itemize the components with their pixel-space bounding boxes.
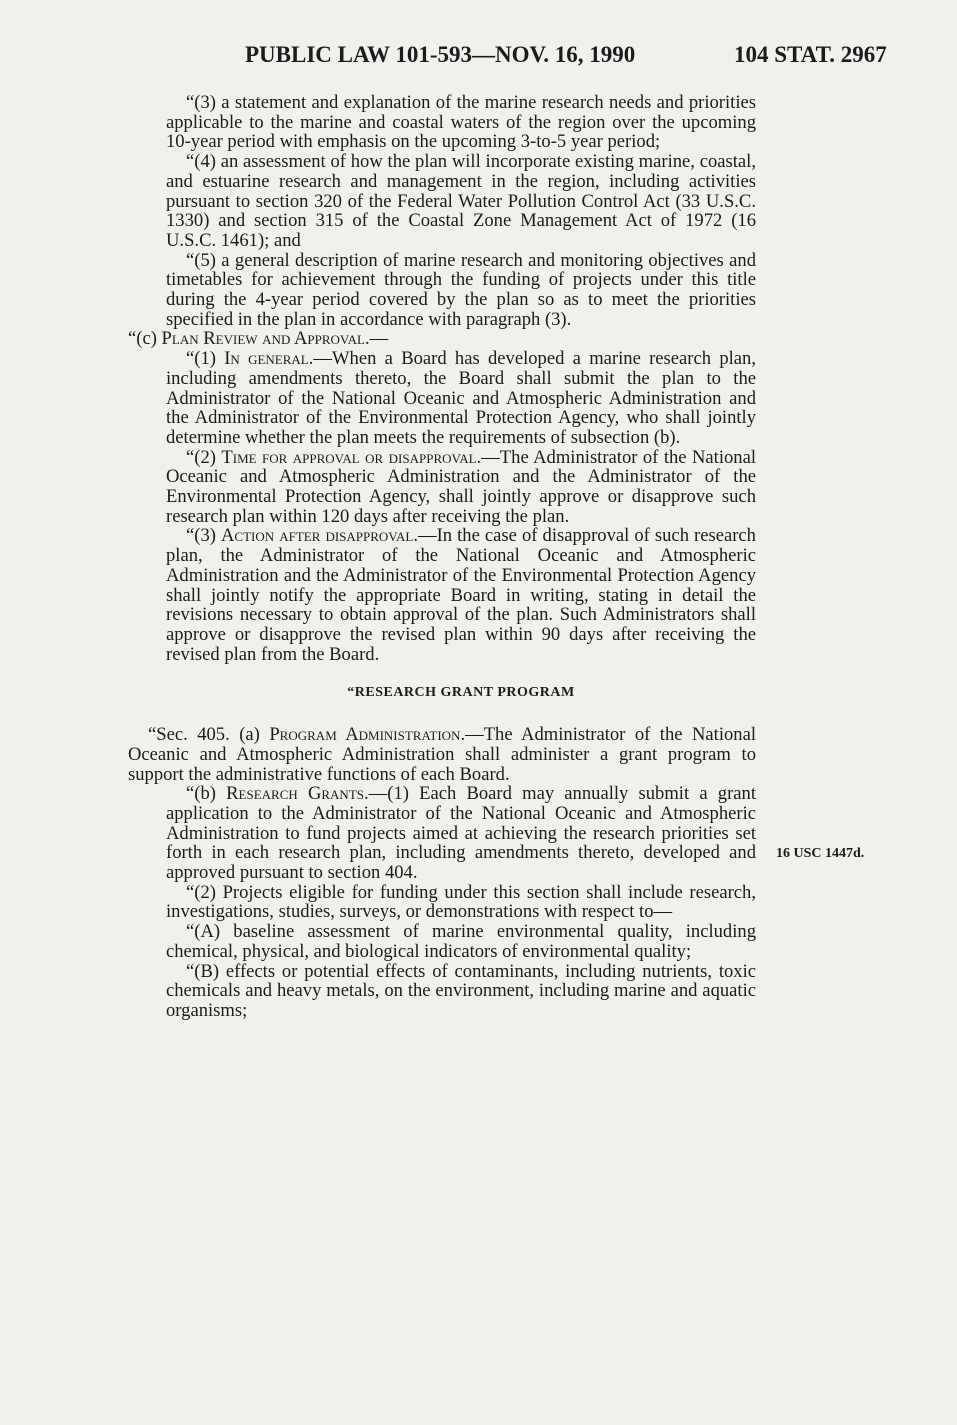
subsection-c2: “(2) Time for approval or disapproval.—The Administrator of the National Oceanic and Atmospheric Administration and the Administrator of the Environmental Protection Agency, shall jointly approve or disapprove such research plan within 120 days after receiving the plan. [166, 446, 756, 527]
paragraph-5: “(5) a general description of marine research and monitoring objectives and timetables for achievement through the funding of projects under this title during the 4-year period covered by the plan so as to meet the priorities specified in the plan in accordance with paragraph (3). [166, 249, 756, 330]
section-heading: “RESEARCH GRANT PROGRAM [347, 685, 575, 701]
subsection-c-heading: “(c) Plan Review and Approval.— [128, 328, 389, 350]
subsection-b1: “(b) Research Grants.—(1) Each Board may annually submit a grant application to the Administrator of the National Oceanic and Atmospheric Administration to fund projects aimed at achieving the research priorities set forth in each research plan, including amendments thereto, developed and approved pursuant to section 404. [166, 783, 756, 884]
paragraph-4: “(4) an assessment of how the plan will incorporate existing marine, coastal, and estuarine research and management in the region, including activities pursuant to section 320 of the Federal Water Pollution Control Act (33 U.S.C. 1330) and section 315 of the Coastal Zone Management Act of 1972 (16 U.S.C. 1461); and [166, 151, 756, 251]
section-405a: “Sec. 405. (a) Program Administration.—The Administrator of the National Oceanic and Atmospheric Administration shall administer a grant program to support the administrative functions of each Board. [128, 724, 757, 785]
subsection-c3: “(3) Action after disapproval.—In the case of disapproval of such research plan, the Administrator of the National Oceanic and Atmospheric Administration and the Administrator of the Environmental Protection Agency shall jointly notify the appropriate Board in writing, stating in detail the revisions necessary to obtain approval of the plan. Such Administrators shall approve or disapprove the revised plan within 90 days after receiving the revised plan from the Board. [166, 525, 756, 665]
subparagraph-a: “(A) baseline assessment of marine environmental quality, including chemical, physical, and biological indicators of environmental quality; [166, 921, 756, 962]
subparagraph-b: “(B) effects or potential effects of contaminants, including nutrients, toxic chemicals and heavy metals, on the environment, including marine and aquatic organisms; [166, 960, 756, 1021]
margin-citation: 16 USC 1447d. [776, 846, 865, 861]
stat-page-number: 104 STAT. 2967 [734, 42, 887, 67]
subsection-c1: “(1) In general.—When a Board has developed a marine research plan, including amendments thereto, the Board shall submit the plan to the Administrator of the National Oceanic and Atmospheric Administration and the Administrator of the Environmental Protection Agency, who shall jointly determine whether the plan meets the requirements of subsection (b). [166, 348, 756, 448]
subsection-b2: “(2) Projects eligible for funding under this section shall include research, investigations, studies, surveys, or demonstrations with respect to— [166, 881, 756, 923]
page-header [0, 42, 957, 72]
paragraph-3: “(3) a statement and explanation of the marine research needs and priorities applicable to the marine and coastal waters of the region over the upcoming 10-year period with emphasis on the upcoming 3-to-5 year period; [166, 92, 756, 153]
running-title: PUBLIC LAW 101-593—NOV. 16, 1990 [245, 42, 636, 67]
document-body [128, 92, 757, 1021]
